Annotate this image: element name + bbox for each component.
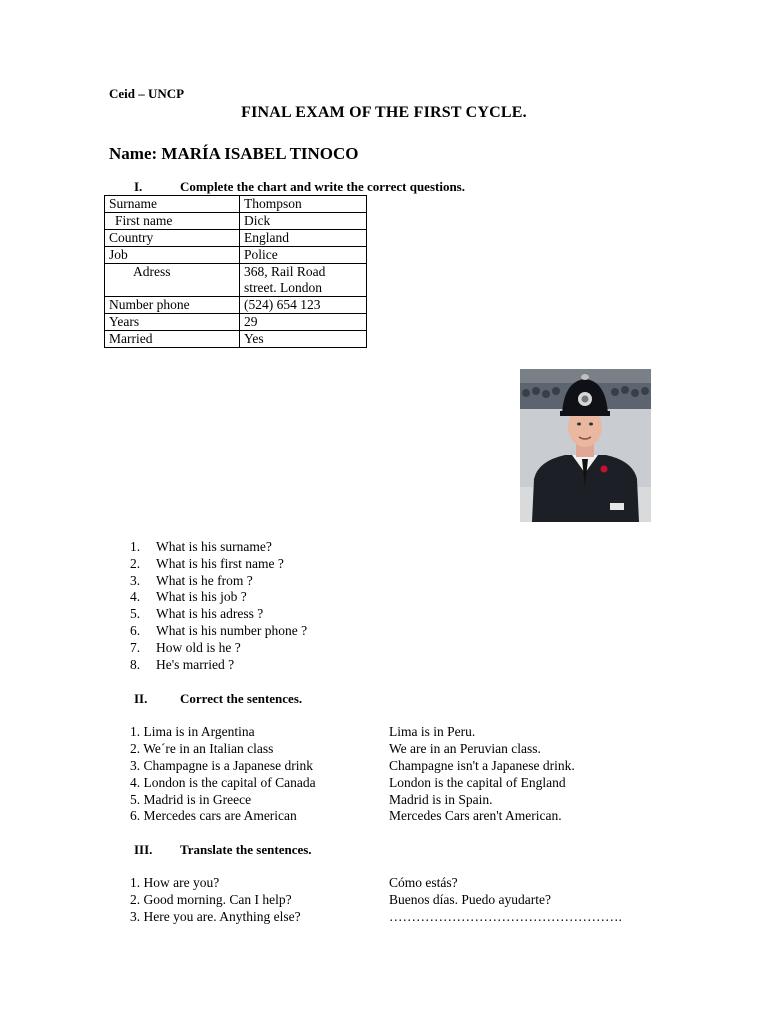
sentence-translation: Cómo estás? (389, 875, 458, 890)
chart-value: Yes (240, 331, 367, 348)
question-text: What is his adress ? (156, 606, 264, 622)
question-text: He's married ? (156, 656, 235, 672)
chart-value: Thompson (240, 196, 367, 213)
list-item (130, 623, 307, 640)
list-item (130, 589, 307, 606)
sentence-corrected: Champagne isn't a Japanese drink. (389, 758, 575, 773)
answer-blank: ……………………………………………. (389, 909, 622, 924)
sentence-incorrect: 6. Mercedes cars are American (130, 808, 297, 823)
question-number: 3. (130, 572, 141, 588)
question-list (130, 539, 307, 673)
sentence-corrected: We are in an Peruvian class. (389, 741, 541, 756)
list-item (130, 640, 307, 657)
section3-number: III. (134, 842, 153, 857)
question-text: What is his job ? (156, 589, 247, 605)
section1-instruction: Complete the chart and write the correct questions. (180, 179, 465, 194)
section2-number: II. (134, 691, 148, 706)
chart-label: Number phone (105, 297, 240, 314)
chart-label: Married (105, 331, 240, 348)
sentence-corrected: London is the capital of England (389, 775, 566, 790)
question-number: 8. (130, 656, 141, 672)
question-number: 5. (130, 606, 141, 622)
sentence-source: 2. Good morning. Can I help? (130, 892, 292, 907)
chart-label: Years (105, 314, 240, 331)
list-item (130, 573, 307, 590)
address-line-1: 368, Rail Road (244, 264, 326, 279)
chart-value: Dick (240, 213, 367, 230)
sentence-incorrect: 2. We´re in an Italian class (130, 741, 274, 756)
sentence-source: 1. How are you? (130, 875, 220, 890)
question-text: What is he from ? (156, 572, 253, 588)
chart-row (105, 247, 367, 264)
chart-row (105, 230, 367, 247)
question-number: 6. (130, 622, 141, 638)
info-chart (104, 195, 367, 348)
sentence-corrected: Madrid is in Spain. (389, 792, 493, 807)
list-item (130, 606, 307, 623)
sentence-source: 3. Here you are. Anything else? (130, 909, 301, 924)
chart-value: (524) 654 123 (240, 297, 367, 314)
question-number: 2. (130, 555, 141, 571)
chart-value: Police (240, 247, 367, 264)
sentence-incorrect: 5. Madrid is in Greece (130, 792, 252, 807)
list-item (130, 657, 307, 674)
question-number: 7. (130, 639, 141, 655)
question-number: 4. (130, 589, 141, 605)
section2-instruction: Correct the sentences. (180, 691, 303, 706)
exam-title: FINAL EXAM OF THE FIRST CYCLE. (241, 104, 527, 121)
sentence-incorrect: 1. Lima is in Argentina (130, 724, 255, 739)
section1-number: I. (134, 179, 143, 194)
list-item (130, 539, 307, 556)
chart-label: Surname (105, 196, 240, 213)
question-text: What is his first name ? (156, 555, 284, 571)
chart-row (105, 213, 367, 230)
chart-value: England (240, 230, 367, 247)
chart-row (105, 297, 367, 314)
chart-value (240, 264, 367, 297)
sentence-translation: Buenos días. Puedo ayudarte? (389, 892, 551, 907)
question-number: 1. (130, 539, 141, 554)
question-text: What is his surname? (156, 539, 272, 554)
chart-value: 29 (240, 314, 367, 331)
sentence-incorrect: 4. London is the capital of Canada (130, 775, 316, 790)
sentence-corrected: Mercedes Cars aren't American. (389, 808, 562, 823)
police-officer-photo (520, 369, 651, 522)
chart-label: First name (105, 213, 240, 230)
sentence-incorrect: 3. Champagne is a Japanese drink (130, 758, 313, 773)
chart-label: Country (105, 230, 240, 247)
institution-label: Ceid – UNCP (109, 86, 185, 101)
chart-label: Adress (105, 264, 240, 297)
sentence-corrected: Lima is in Peru. (389, 724, 476, 739)
student-name: Name: MARÍA ISABEL TINOCO (109, 144, 359, 163)
list-item (130, 556, 307, 573)
chart-row (105, 314, 367, 331)
question-text: How old is he ? (156, 639, 241, 655)
address-line-2: street. London (244, 280, 322, 295)
chart-label: Job (105, 247, 240, 264)
chart-row (105, 196, 367, 213)
chart-row (105, 264, 367, 297)
question-text: What is his number phone ? (156, 622, 308, 638)
chart-row (105, 331, 367, 348)
section3-instruction: Translate the sentences. (180, 842, 312, 857)
